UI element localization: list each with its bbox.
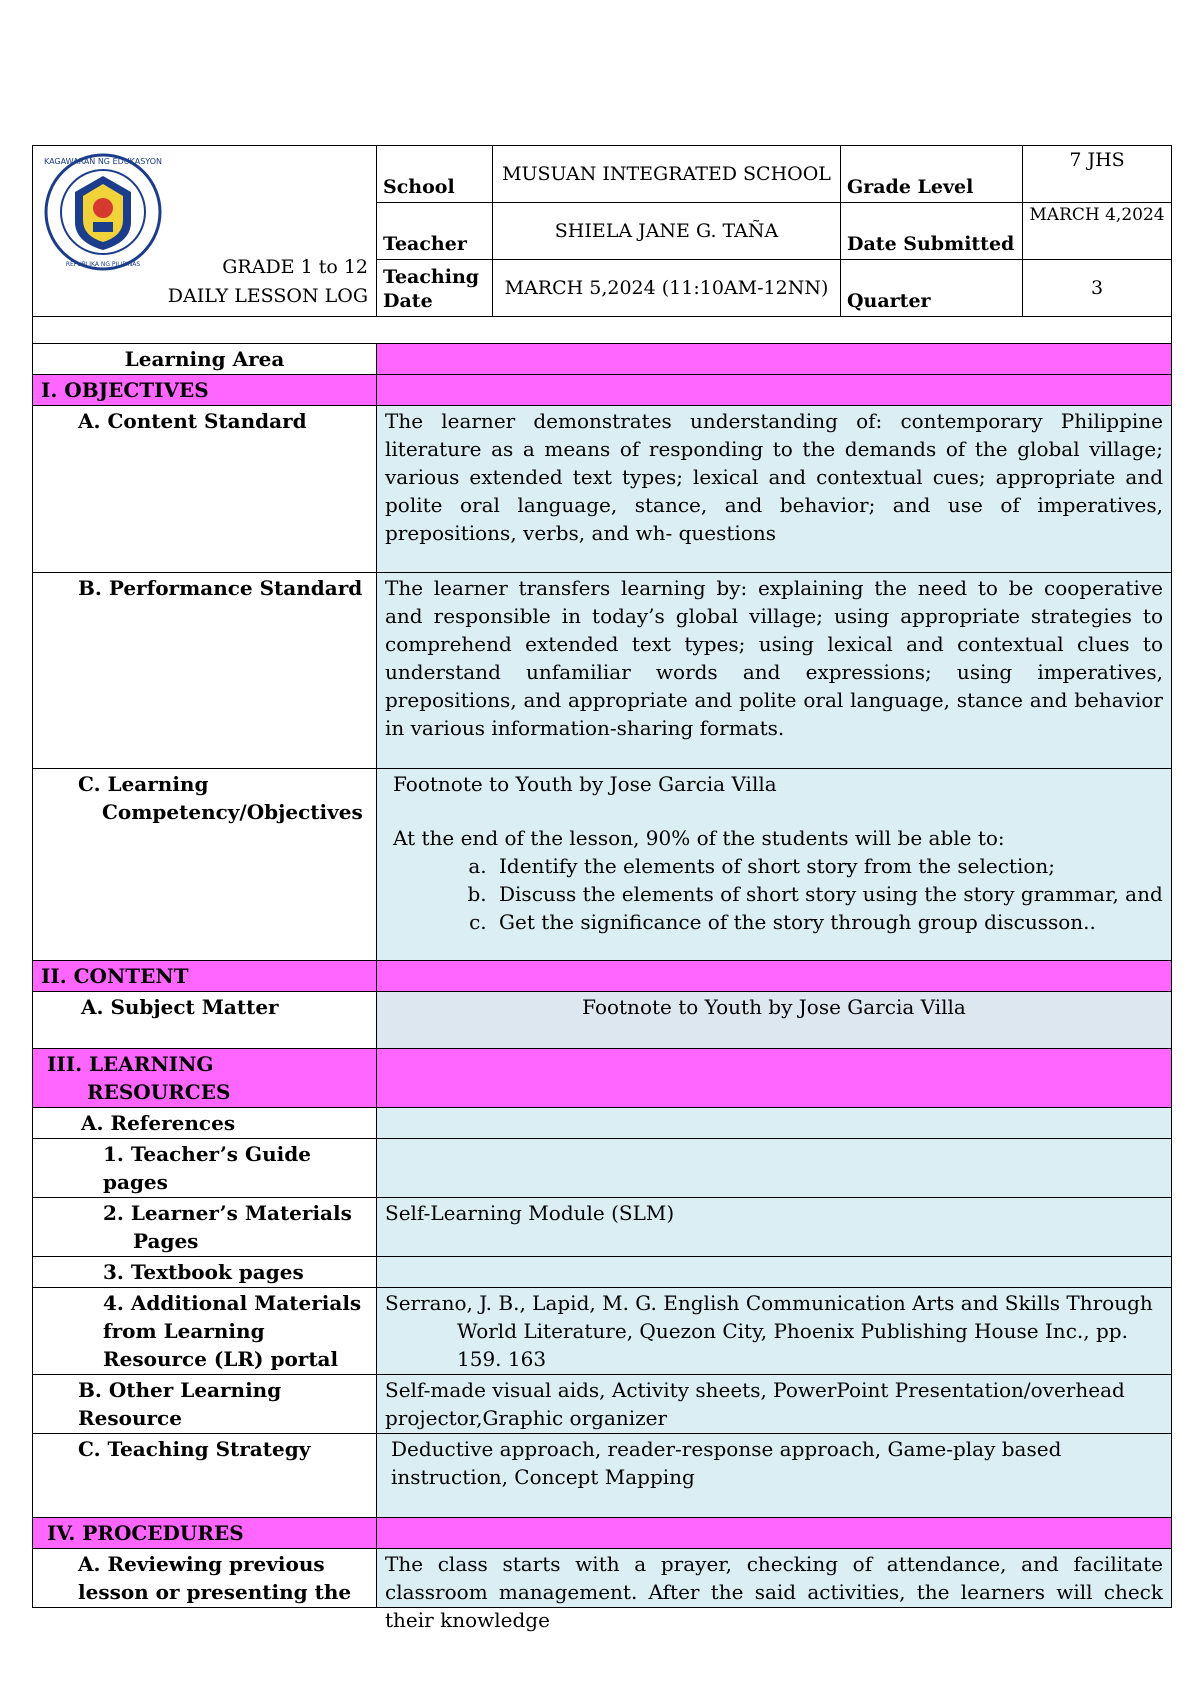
learners-materials-value: Self-Learning Module (SLM) (377, 1198, 1172, 1257)
section-procedures-fill (377, 1518, 1172, 1549)
textbook-label: 3. Textbook pages (33, 1257, 377, 1288)
section-objectives: I. OBJECTIVES (33, 375, 377, 406)
logo-title-cell (33, 146, 377, 317)
school-value: MUSUAN INTEGRATED SCHOOL (493, 146, 841, 203)
section-resources-fill (377, 1049, 1172, 1108)
objective-item: b. Discuss the elements of short story using the story grammar, and (493, 880, 1163, 908)
deped-seal-icon (43, 152, 163, 272)
reviewing-label-line2: lesson or presenting the (78, 1580, 352, 1604)
additional-materials-line2: from Learning (103, 1319, 265, 1343)
competency-content (377, 769, 1172, 961)
date-submitted-label: Date Submitted (841, 203, 1023, 260)
form-title-line1: GRADE 1 to 12 (222, 256, 368, 278)
additional-materials-value (377, 1288, 1172, 1375)
teachers-guide-value (377, 1139, 1172, 1198)
teaching-date-label: Teaching Date (377, 260, 493, 317)
competency-label-line1: C. Learning (78, 772, 209, 796)
content-standard-text: The learner demonstrates understanding of: contemporary Philippine literature as a means of responding to the demands of the global village; various extended text types; lexical and contextual cues; appropriate and polite oral language, stance, and behavior; and use of imperatives, prepositions, verbs, and wh- questions (377, 406, 1172, 573)
reference-line3: 159. 163 (457, 1347, 547, 1371)
other-resource-value: Self-made visual aids, Activity sheets, PowerPoint Presentation/overhead projector,Graphic organizer (377, 1375, 1172, 1434)
grade-level-label: Grade Level (841, 146, 1023, 203)
reviewing-text: The class starts with a prayer, checking of attendance, and facilitate classroom management. After the said activities, the learners will check their knowledge (385, 1552, 1163, 1632)
textbook-value (377, 1257, 1172, 1288)
date-submitted-value: MARCH 4,2024 (1023, 203, 1172, 260)
additional-materials-label (33, 1288, 377, 1375)
competency-label (33, 769, 377, 961)
other-resource-label (33, 1375, 377, 1434)
section-resources-line1: III. LEARNING (47, 1052, 214, 1076)
subject-matter-label: A. Subject Matter (33, 992, 377, 1049)
grade-level-value: 7 JHS (1023, 146, 1172, 203)
additional-materials-line1: 4. Additional Materials (103, 1291, 362, 1315)
section-resources-line2: RESOURCES (87, 1080, 231, 1104)
reviewing-value (377, 1549, 1172, 1632)
learners-materials-label (33, 1198, 377, 1257)
competency-title: Footnote to Youth by Jose Garcia Villa (393, 772, 777, 796)
teaching-date-value: MARCH 5,2024 (11:10AM-12NN) (493, 260, 841, 317)
section-procedures: IV. PROCEDURES (33, 1518, 377, 1549)
quarter-label: Quarter (841, 260, 1023, 317)
other-resource-line1: B. Other Learning (78, 1378, 282, 1402)
header-spacer (33, 317, 1172, 346)
learning-area-value (377, 344, 1172, 375)
learners-materials-line1: 2. Learner’s Materials (103, 1201, 352, 1225)
competency-intro: At the end of the lesson, 90% of the students will be able to: (393, 826, 1005, 850)
reviewing-label-line1: A. Reviewing previous (78, 1552, 325, 1576)
reviewing-label (33, 1549, 377, 1608)
teacher-label: Teacher (377, 203, 493, 260)
lesson-table (32, 343, 1172, 1632)
learning-area-label: Learning Area (33, 344, 377, 375)
objectives-list (385, 852, 1163, 936)
content-standard-label: A. Content Standard (33, 406, 377, 573)
objective-item: a. Identify the elements of short story from the selection; (493, 852, 1163, 880)
section-content: II. CONTENT (33, 961, 377, 992)
reference-line1: Serrano, J. B., Lapid, M. G. English Communication Arts and Skills Through (385, 1291, 1153, 1315)
references-value (377, 1108, 1172, 1139)
teaching-strategy-label: C. Teaching Strategy (33, 1434, 377, 1518)
svg-text:KAGAWARAN NG EDUKASYON: KAGAWARAN NG EDUKASYON (43, 157, 163, 166)
objective-item: c. Get the significance of the story through group discusson.. (493, 908, 1163, 936)
performance-standard-text: The learner transfers learning by: explaining the need to be cooperative and responsible in today’s global village; using appropriate strategies to comprehend extended text types; using lexical and contextual clues to understand unfamiliar words and expressions; using imperatives, prepositions, and appropriate and polite oral language, stance and behavior in various information-sharing formats. (377, 573, 1172, 769)
quarter-value: 3 (1023, 260, 1172, 317)
svg-text:REPUBLIKA NG PILIPINAS: REPUBLIKA NG PILIPINAS (65, 261, 141, 268)
performance-standard-label: B. Performance Standard (33, 573, 377, 769)
form-title-line2: DAILY LESSON LOG (167, 284, 368, 307)
teaching-strategy-value: Deductive approach, reader-response approach, Game-play based instruction, Concept Mapping (377, 1434, 1172, 1518)
teachers-guide-label: 1. Teacher’s Guide pages (33, 1139, 377, 1198)
references-label: A. References (33, 1108, 377, 1139)
school-label: School (377, 146, 493, 203)
other-resource-line2: Resource (78, 1406, 182, 1430)
subject-matter-value: Footnote to Youth by Jose Garcia Villa (377, 992, 1172, 1049)
section-objectives-fill (377, 375, 1172, 406)
section-resources (33, 1049, 377, 1108)
additional-materials-line3: Resource (LR) portal (103, 1347, 339, 1371)
competency-label-line2: Competency/Objectives (102, 800, 363, 824)
teacher-value: SHIELA JANE G. TAÑA (493, 203, 841, 260)
header-table (32, 145, 1172, 346)
reference-line2: World Literature, Quezon City, Phoenix Publishing House Inc., pp. (457, 1319, 1128, 1343)
section-content-fill (377, 961, 1172, 992)
learners-materials-line2: Pages (133, 1229, 199, 1253)
